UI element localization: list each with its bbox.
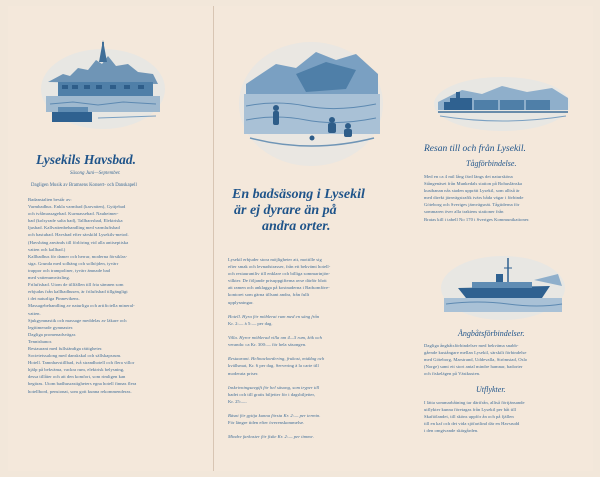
body-line: siga. Grunda med solbäng och solhöjden, tyvärr [28,260,119,266]
body-line: Societetssalong med danskskal och sällskapsrum. [28,353,122,359]
body-line: Kallbadhus för damer och herrar, moderna förstklas- [28,253,128,259]
ship-text [424,342,527,377]
body-line: moderata priser. [228,370,259,376]
harbor-town-illustration [38,34,168,134]
body-line: Badanstalten består av: [28,197,72,202]
body-line: Skaftölandet, till sköns uppför ån och på fjällen [424,414,514,420]
body-line: vatten och kallbad.) [28,246,66,252]
rail-heading: Tågförbindelse. [466,159,517,168]
body-line: legitimerade gymnaster. [28,324,74,330]
body-line: Restaurant med fullständiga rättigheter. [28,345,103,351]
body-line: upplysningar. [228,299,254,305]
panel1-title: Lysekils Havsbad. [36,152,136,167]
body-line: att ramen och anklagga på kostnaderna i Badsomföre- [228,285,330,291]
body-line: vilkter. De följande prisuppgifterna avse därför blott [228,278,327,284]
body-line: och tvålmassagebad. Kurmassebad. Nauheimer- [28,211,119,217]
body-line: Villa. Hyror möblerad villa om 4—5 rum, kök och [228,335,322,341]
body-line: Stångenäset från Munkedals station på Bohuslänska [424,181,523,187]
panel2-title [232,187,365,235]
body-line: sommaren över alla traktens stationer från [424,209,504,215]
music-text: Dagligen Musik av Bramsens Konsert- och Danskapell [31,183,137,188]
body-line: Tennisbanor. [28,338,53,344]
body-line: i den omgivande skärgården. [424,428,479,434]
body-line: Kr. 2:— à 5:— per dag. [228,320,273,326]
title-line: En badsäsong i Lysekil [232,187,365,202]
panel3-title: Resan till och från Lysekil. [424,144,526,154]
body-line: begäras. Utom badhusrastigheters egna hotell finnas flera [28,381,137,387]
body-line: (Norge) samt ett stort antal mindre hamnar, badorter [424,364,523,370]
body-line: Kr. 25:—. [228,398,247,404]
body-line: med Göteborg, Marstrand, Uddevalla, Strömstad, Oslo [424,357,528,363]
body-line: Hotell. Hyra för möblerat rum med en säng från [228,313,320,319]
body-line: till en kaf och det vida sjöfartlind där en Havsrudd [424,421,520,427]
body-line: Mindre farkoster för fiske Kr. 2:— per timme. [228,434,314,440]
train-illustration [432,72,572,132]
body-line: efter smak och levnadstrasser, från ett bekvämt hotell- [228,264,331,270]
body-line [228,327,330,334]
body-line: Bratas kill i tabell No 170 i Sveriges Kommunikationer. [424,216,530,222]
body-line: i det naturliga Pinnevikens. [28,296,80,302]
body-line [228,426,330,433]
excursion-heading: Utflykter. [476,385,506,394]
body-line: Göteborg och Sveriges järnvägsnät. Tågtiderna för [424,202,520,208]
body-line: med direkt järnvägstrafik tvärs båda vägar i förbinde [424,195,524,201]
body-line: erbjudas från kallbadhusen, är friluftsbad tillgängligt [28,289,128,295]
body-line: Dagliga promenadsvägar. [28,331,77,337]
body-line: bad (kolsyrade salta bad), Tallbarrsbad, Elektriska [28,218,123,224]
body-line: kustbanan nås staden upprätt Lysekil, som alltså är [424,188,520,194]
body-line: ljusbad. Kallvattenbehandling med varmluftsbad [28,225,120,231]
panel-resan [410,6,593,471]
panel-havsbad [8,6,213,471]
season-text: Säsong Juni—September. [70,171,121,176]
body-line: med vattenumväxling. [28,275,71,281]
body-line: Med en ca 4 mil lång färd längs det natursköna [424,174,513,179]
title-line: andra orter. [262,219,331,234]
body-line: hjälp på bekväma, vackra rum, elektrisk belysning, [28,367,125,373]
body-line: I lätta sommarbåtning tar därifrån, alltså förtjänsande [424,400,525,405]
body-line: badet och till gratis biljetter för i dagsbiljetter, [228,391,316,397]
body-line: gående kustångare mellan Lysekil, särskilt förbindelse [424,350,527,356]
body-line [228,348,330,355]
body-line [228,405,330,412]
body-line: kvällsmat, Kr. 6 per dag. Servering à la carte till [228,363,319,369]
rail-text [424,173,529,223]
title-line: är ej dyrare än på [234,203,337,218]
body-line: Bäsnt för gyttja kunna första Kr. 2:— per termin. [228,413,321,419]
body-line: Hotell. Tamnhavstillbad, två strandhotell och flera villor [28,360,135,366]
body-line: För längre tiden efter överenskommelse. [228,420,305,426]
excursion-text [424,399,525,434]
body-line: kontoret som gärna tillsant andra, från fullt [228,292,310,298]
body-line [228,377,330,384]
body-line: utflykter kunna företagas från Lysekil per båt till [424,407,516,413]
body-line: och bastubad. Havsbad efter särskild Lysekils-metod. [28,232,129,238]
body-line: Dagliga ångbåtsförbindelser med bekväma snabb- [424,343,519,348]
steamship-illustration [438,252,568,322]
body-line: Sjukgymnastik och massage meddelas av läkare och [28,317,127,323]
body-line: veranda: ca Kr. 300:— för hela säsongen. [228,342,307,348]
body-line: trappor och trampoliner, tyvärr ämnade bad [28,267,111,273]
body-line: Restaurant. Helinackordering, frukost, middag och [228,356,325,362]
body-line: (Havsbäng används till förlöring vid alla antiseptiska [28,239,129,245]
body-line: Lysekil erbjuder stora möjligheter att, mottille sig [228,257,322,262]
body-line [228,306,330,313]
panel2-body [228,256,330,440]
bathers-illustration [236,34,386,174]
body-line: och fiskelägen på Västkusten. [424,371,481,377]
panel-badsasong [213,6,412,471]
body-line: Friluftsbad. Utom de tillfällen till fria sämnen som [28,282,124,288]
ship-heading: Ångbåtsförbindelser. [458,329,525,338]
body-line: Inskrivningsavgift för hel säsong, som tryper till [228,384,320,390]
body-line: Massagebehandling av naturliga och artificiella mineral- [28,303,135,309]
body-line: dessa tillåter och att den komfort, som rimligen kan [28,374,126,380]
body-line: hotellbord, pensionat, som gott kunna rekommenderas. [28,388,132,394]
body-line: och restaurantliv till enklare och billiga sommarinjön- [228,271,330,277]
panel1-body [28,196,136,395]
body-line: Varmbadhus. Enkla varmbad (karvatten), Gyttjebad [28,204,126,210]
body-line: vatten. [28,310,41,316]
